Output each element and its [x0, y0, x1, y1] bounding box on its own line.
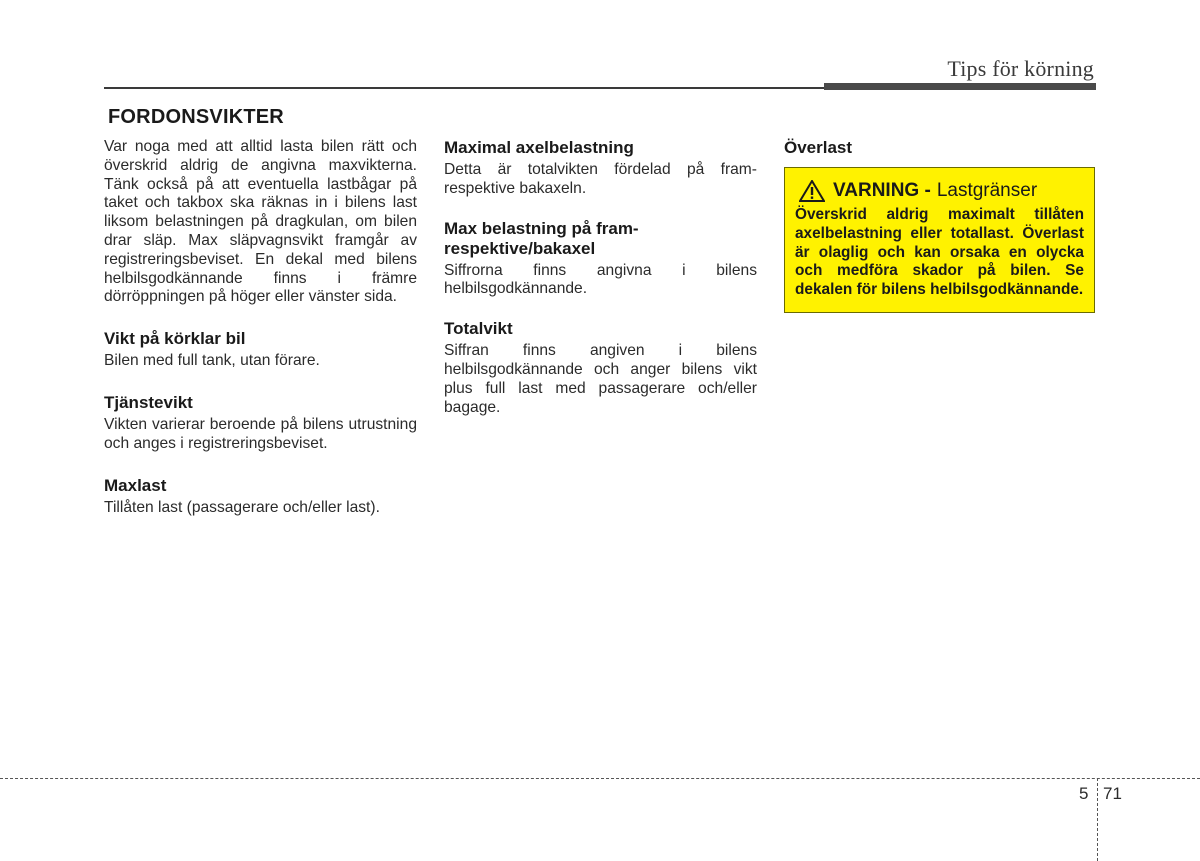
header-rule: [104, 87, 824, 89]
page-number: 71: [1103, 784, 1122, 803]
paragraph-vikt-pa-korklar-bil: Bilen med full tank, utan förare.: [104, 352, 320, 370]
column-1: [104, 138, 417, 517]
subheading-vikt-pa-korklar-bil: Vikt på körklar bil: [104, 329, 246, 349]
warning-header: [795, 180, 1084, 202]
page-header-title: Tips för körning: [947, 56, 1094, 81]
intro-paragraph: Var noga med att alltid lasta bilen rätt och överskrid aldrig de angivna maxvikterna. Tänk också på att eventuella lastbågar på taket och takbox ska räknas in i bilens last liksom belastningen på dragkulan, om bilen drar släp. Max släpvagnsvikt framgår av registreringsbeviset. En dekal med bilens helbilsgodkännande finns i främre dörröppningen på höger eller vänster sida.: [104, 138, 417, 306]
footer-page-divider: [1097, 778, 1098, 861]
paragraph-totalvikt: Siffran finns angiven i bilens helbilsgodkännande och anger bilens vikt plus full last med passagerare och/eller bagage.: [444, 342, 757, 416]
subheading-tjanstevikt: Tjänstevikt: [104, 392, 193, 412]
subheading-overlast: Överlast: [784, 138, 853, 157]
paragraph-tjanstevikt: Vikten varierar beroende på bilens utrustning och anges i registreringsbeviset.: [104, 415, 417, 452]
subheading-maximal-axelbelastning: Maximal axelbelastning: [444, 138, 634, 157]
paragraph-maxlast: Tillåten last (passagerare och/eller last).: [104, 498, 380, 516]
subheading-maxlast: Maxlast: [104, 475, 167, 495]
footer-divider: [0, 778, 1200, 779]
warning-box: [784, 167, 1095, 313]
warning-subtitle: Lastgränser: [936, 180, 1038, 201]
warning-triangle-icon: [799, 180, 825, 202]
warning-title: VARNING -: [833, 180, 931, 201]
warning-text: Överskrid aldrig maximalt tillåten axelbelastning eller totallast. Överlast är olaglig och kan orsaka en olycka och medföra skador på bilen. Se dekalen för bilens helbilsgodkännande.: [795, 206, 1084, 299]
column-3: [784, 138, 1097, 313]
paragraph-max-belastning: Siffrorna finns angivna i bilens helbilsgodkännande.: [444, 261, 757, 298]
chapter-number: 5: [1079, 784, 1089, 803]
subheading-max-belastning: Max belastning på fram- respektive/bakaxel: [444, 218, 639, 258]
subheading-totalvikt: Totalvikt: [444, 319, 513, 339]
paragraph-maximal-axelbelastning: Detta är totalvikten fördelad på fram- respektive bakaxeln.: [444, 161, 757, 197]
column-2: [444, 138, 757, 417]
header-rule-accent: [824, 83, 1096, 90]
section-title: FORDONSVIKTER: [108, 106, 284, 128]
